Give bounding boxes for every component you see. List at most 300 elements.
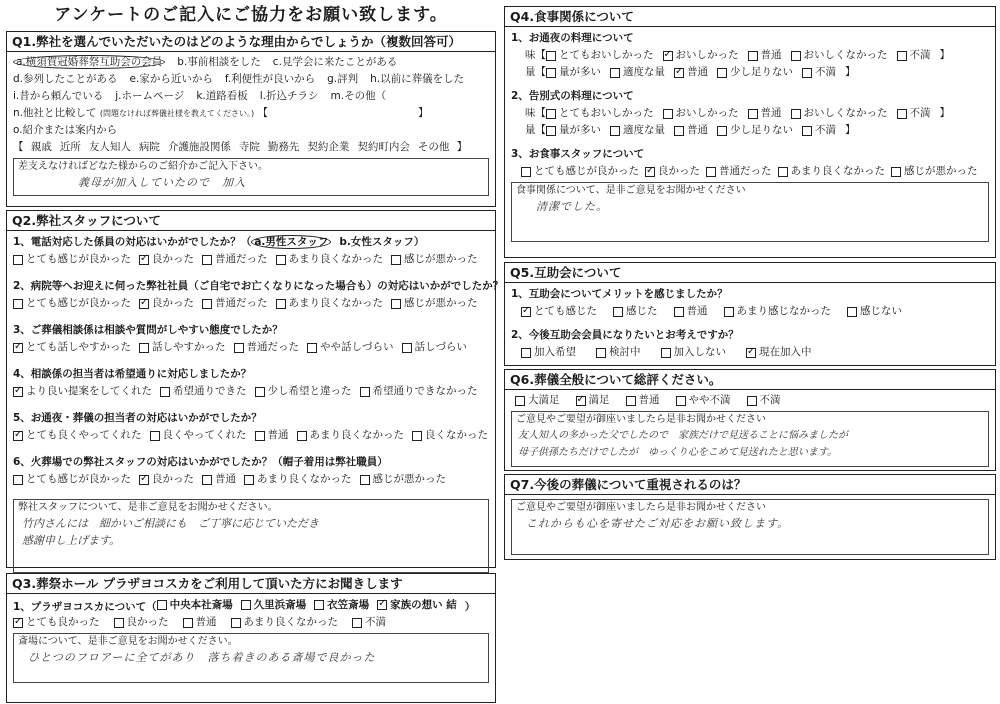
checkbox-option[interactable] [613,303,658,320]
checkbox-label: 普通だった [215,297,268,309]
q2-options [13,295,489,312]
checkbox-icon[interactable] [626,396,636,406]
checkbox-label: おいしくなかった [803,49,888,61]
q1-line-5[interactable]: o.紹介または案内から [13,124,118,136]
q3-comment-box[interactable] [13,633,489,683]
checkbox-label: 普通 [760,49,782,61]
checkbox-icon[interactable] [13,475,23,485]
checkbox-option[interactable] [402,339,468,356]
checkbox-option[interactable] [778,163,886,180]
q2-body [7,231,504,577]
checkbox-label: 現在加入中 [759,346,812,358]
checkbox-icon[interactable] [610,68,620,78]
checkbox-icon[interactable] [234,343,244,353]
checkbox-option[interactable] [202,251,268,268]
checkbox-label: 不満 [815,124,836,136]
checkbox-option[interactable] [139,295,194,312]
checkbox-option[interactable] [576,392,610,409]
checkbox-option[interactable] [546,47,654,64]
checked-box-icon[interactable] [576,396,586,406]
checkbox-option[interactable] [546,122,601,139]
checkbox-option[interactable] [202,471,236,488]
q5-sub1: 1、互助会についてメリットを感じましたか？ [511,288,728,300]
checkbox-label: 普通 [267,429,289,441]
checkbox-option[interactable] [13,471,131,488]
checkbox-option[interactable] [160,383,247,400]
checkbox-option[interactable] [546,105,654,122]
checkbox-option[interactable] [645,163,700,180]
q6-comment-box[interactable] [511,411,989,467]
checkbox-option[interactable] [139,251,194,268]
q4-qty-label: 量【 [525,66,546,78]
checked-box-icon[interactable] [13,343,23,353]
reason-option[interactable]: m.その他（ [330,90,387,102]
checkbox-label: 適度な量 [623,124,665,136]
checkbox-icon[interactable] [255,431,265,441]
checked-box-icon[interactable] [521,307,531,317]
checkbox-option[interactable] [747,392,781,409]
q4-sub2: 2、告別式の料理について [511,90,634,102]
checkbox-option[interactable] [724,303,832,320]
checkbox-icon[interactable] [778,167,788,177]
checkbox-option[interactable] [746,344,812,361]
checkbox-option[interactable] [13,427,142,444]
checkbox-icon[interactable] [183,618,193,628]
q2-options [13,251,489,268]
checkbox-label: 量が多い [559,124,601,136]
q1-compare-close: 】 [417,107,429,119]
checkbox-icon[interactable] [150,431,160,441]
q1-compare-note: (問題なければ葬儀社様を教えてください。) [99,109,255,118]
q2-question [13,321,489,339]
checkbox-option[interactable] [314,596,369,614]
checkbox-icon[interactable] [802,126,812,136]
checked-box-icon[interactable] [746,348,756,358]
q2-question-text: 3、ご葬儀相談係は相談や質問がしやすい態度でしたか？ [13,324,283,336]
checkbox-option[interactable] [114,614,169,631]
checkbox-label: おいしくなかった [803,107,888,119]
checkbox-label: 中央本社斎場 [169,599,233,611]
q4-sub1: 1、お通夜の料理について [511,32,634,44]
checkbox-label: 良かった [126,616,169,628]
checkbox-option[interactable] [674,122,708,139]
q1-heading: Q1.弊社を選んでいただいたのはどのような理由からでしょうか（複数回答可） [7,32,495,52]
checkbox-option[interactable] [297,427,405,444]
checkbox-label: 量が多い [559,66,601,78]
checkbox-option[interactable] [610,122,665,139]
checkbox-icon[interactable] [13,299,23,309]
checkbox-label: おいしかった [675,49,739,61]
q1-comment-handwriting: 義母が加入していたので 加入 [78,176,246,189]
checkbox-icon[interactable] [717,68,727,78]
checkbox-icon[interactable] [276,255,286,265]
checkbox-option[interactable] [157,596,233,614]
checked-box-icon[interactable] [13,431,23,441]
checkbox-label: 満足 [588,394,610,406]
checkbox-label: とても良かった [26,616,100,628]
checkbox-option[interactable] [13,251,131,268]
referral-option[interactable]: 近所 [59,141,81,153]
checkbox-option[interactable] [791,47,888,64]
checkbox-option[interactable] [717,64,793,81]
q5-sub2: 2、今後互助会会員になりたいとお考えですか？ [511,329,739,341]
reason-option[interactable]: k.道路看板 [196,90,248,102]
q7-body [505,495,995,559]
checkbox-label: 良かった [152,473,194,485]
checkbox-option[interactable] [202,295,268,312]
checkbox-label: 普通だった [246,341,299,353]
checkbox-icon[interactable] [202,255,212,265]
checkbox-icon[interactable] [613,307,623,317]
checkbox-option[interactable] [307,339,394,356]
checkbox-icon[interactable] [412,431,422,441]
referral-option[interactable]: その他 [417,141,450,153]
checkbox-label: 感じが悪かった [404,253,478,265]
checkbox-option[interactable] [596,344,641,361]
checkbox-label: 大満足 [528,394,560,406]
checkbox-label: あまり良くなかった [790,165,885,177]
checkbox-option[interactable] [748,105,782,122]
checkbox-icon[interactable] [255,387,265,397]
checkbox-icon[interactable] [791,51,801,61]
checkbox-icon[interactable] [676,396,686,406]
checkbox-icon[interactable] [521,348,531,358]
page-title: アンケートのご記入にご協力をお願い致します。 [54,5,448,25]
checkbox-option[interactable] [13,295,131,312]
reason-option[interactable]: f.利便性が良いから [224,73,316,85]
q6-options [511,392,989,409]
checkbox-icon[interactable] [391,255,401,265]
checkbox-label: あまり感じなかった [736,305,831,317]
checkbox-icon[interactable] [546,126,556,136]
left-column [6,0,504,664]
checkbox-label: 加入しない [673,346,726,358]
reason-option[interactable]: j.ホームページ [115,90,185,102]
checkbox-label: あまり良くなかった [257,473,352,485]
q4-bracket-close: 】 [845,66,856,78]
q4-bracket-close: 】 [939,107,950,119]
checkbox-icon[interactable] [661,348,671,358]
reason-option[interactable]: a.横須賀冠婚葬祭互助会の会員 [13,55,165,69]
checkbox-option[interactable] [663,105,739,122]
checkbox-option[interactable] [183,614,217,631]
checkbox-option[interactable] [515,392,560,409]
checkbox-option[interactable] [546,64,601,81]
q3-comment-handwriting: ひとつのフロアーに全てがあり 落ち着きのある斎場で良かった [28,651,376,664]
checkbox-icon[interactable] [297,431,307,441]
q5-section [504,262,996,366]
checkbox-option[interactable] [802,64,836,81]
checkbox-option[interactable] [360,383,478,400]
checkbox-icon[interactable] [241,600,251,610]
checkbox-option[interactable] [234,339,300,356]
checkbox-icon[interactable] [515,396,525,406]
checkbox-option[interactable] [244,471,352,488]
checkbox-icon[interactable] [802,68,812,78]
checkbox-option[interactable] [706,163,772,180]
checkbox-icon[interactable] [276,299,286,309]
checkbox-icon[interactable] [360,475,370,485]
q4-qty-label: 量【 [525,124,546,136]
referral-option[interactable]: 契約企業 [307,141,350,153]
checkbox-option[interactable] [521,163,639,180]
q5-body [505,283,995,363]
checkbox-icon[interactable] [391,299,401,309]
checkbox-icon[interactable] [546,51,556,61]
checkbox-option[interactable] [610,64,665,81]
checkbox-icon[interactable] [847,307,857,317]
q3-question [13,596,489,614]
q6-comment-label: ご意見やご要望が御座いましたら是非お聞かせください [516,414,766,425]
checkbox-option[interactable] [412,427,488,444]
q1-section [6,31,496,207]
checkbox-icon[interactable] [352,618,362,628]
checkbox-option[interactable] [663,47,739,64]
reason-option[interactable]: c.見学会に来たことがある [272,56,398,68]
checked-box-icon[interactable] [139,255,149,265]
checkbox-label: とても良くやってくれた [26,429,142,441]
checkbox-option[interactable] [276,295,384,312]
q1-line-4 [13,105,489,122]
checkbox-label: とてもおいしかった [559,49,654,61]
q6-comment-handwriting-1: 友人知人の多かった父でしたので 家族だけで見送ることに悩みましたが [518,430,848,441]
checkbox-option[interactable] [139,339,226,356]
q2-female-staff-option[interactable]: b.女性スタッフ） [339,236,425,248]
checkbox-option[interactable] [674,303,708,320]
checkbox-option[interactable] [231,614,339,631]
q4-bracket-close: 】 [845,124,856,136]
checkbox-icon[interactable] [13,255,23,265]
checkbox-label: 感じが悪かった [372,473,446,485]
checkbox-option[interactable] [13,614,100,631]
q4-sub2-qty [511,122,989,139]
q4-section [504,6,996,258]
checkbox-label: 不満 [815,66,836,78]
q1-comment-box[interactable] [13,158,489,196]
reason-option[interactable]: i.昔から頼んでいる [13,90,104,102]
checkbox-option[interactable] [391,295,478,312]
checkbox-option[interactable] [352,614,386,631]
checkbox-icon[interactable] [791,109,801,119]
q4-comment-label: 食事関係について、是非ご意見をお聞かせください [516,185,746,196]
referral-option[interactable]: 病院 [138,141,160,153]
checkbox-icon[interactable] [724,307,734,317]
checkbox-option[interactable] [676,392,731,409]
checkbox-label: 感じた [626,305,658,317]
checkbox-icon[interactable] [610,126,620,136]
checkbox-icon[interactable] [114,618,124,628]
checkbox-option[interactable] [360,471,447,488]
q2-comment-box[interactable] [13,499,489,573]
checkbox-icon[interactable] [360,387,370,397]
q6-comment-handwriting-2: 母子供孫たちだけでしたが ゆっくり心をこめて見送れたと思います。 [518,447,838,458]
checkbox-option[interactable] [847,303,902,320]
reason-option[interactable]: b.事前相談をした [177,56,261,68]
q4-sub3: 3、お食事スタッフについて [511,148,645,160]
q3-options [13,614,489,631]
q3-section [6,573,496,703]
q1-compare-open: 【 [257,107,268,119]
checkbox-option[interactable] [897,47,931,64]
q4-taste-label: 味【 [525,49,546,61]
checkbox-option[interactable] [717,122,793,139]
checkbox-icon[interactable] [307,343,317,353]
q2-question [13,277,504,295]
checkbox-label: 普通 [687,66,708,78]
checkbox-icon[interactable] [897,51,907,61]
checkbox-icon[interactable] [402,343,412,353]
checkbox-label: 良かった [658,165,700,177]
q2-options [13,339,489,356]
checkbox-label: おいしかった [675,107,739,119]
checkbox-option[interactable] [391,251,478,268]
checkbox-option[interactable] [791,105,888,122]
checkbox-option[interactable] [377,596,457,614]
q4-sub2-taste [511,105,989,122]
referral-option[interactable]: 親戚 [30,141,52,153]
checked-box-icon[interactable] [674,68,684,78]
checked-box-icon[interactable] [377,600,387,610]
checkbox-icon[interactable] [202,475,212,485]
checkbox-icon[interactable] [139,343,149,353]
checkbox-icon[interactable] [717,126,727,136]
q7-comment-box[interactable] [511,499,989,555]
checkbox-label: 普通 [215,473,236,485]
q5-sub1-options [511,303,989,320]
q3-question-text: 1、プラザヨコスカについて（ [13,601,157,613]
q5-heading: Q5.互助会について [505,263,995,283]
q4-sub3-options [511,163,989,180]
checkbox-option[interactable] [891,163,978,180]
checkbox-icon[interactable] [747,396,757,406]
checkbox-option[interactable] [521,344,576,361]
checkbox-option[interactable] [748,47,782,64]
checkbox-option[interactable] [521,303,597,320]
checkbox-option[interactable] [150,427,247,444]
checkbox-option[interactable] [674,64,708,81]
checkbox-option[interactable] [802,122,836,139]
checkbox-label: 話しづらい [414,341,467,353]
checkbox-label: 適度な量 [623,66,665,78]
checkbox-label: 少し足りない [730,124,793,136]
checkbox-icon[interactable] [314,600,324,610]
checkbox-option[interactable] [255,427,289,444]
q4-body [505,27,995,246]
checkbox-icon[interactable] [706,167,716,177]
checkbox-icon[interactable] [521,167,531,177]
checked-box-icon[interactable] [139,475,149,485]
checkbox-option[interactable] [13,339,131,356]
checkbox-icon[interactable] [748,109,758,119]
q2-heading: Q2.弊社スタッフについて [7,211,495,231]
checkbox-label: 良くなかった [425,429,488,441]
checkbox-icon[interactable] [596,348,606,358]
referral-option[interactable]: 寺院 [238,141,260,153]
q7-comment-label: ご意見やご要望が御座いましたら是非お聞かせください [516,502,766,513]
checkbox-label: 衣笠斎場 [327,599,370,611]
q2-question-text: 2、病院等へお迎えに伺った弊社社員（ご自宅でお亡くなりになった場合も）の対応はいかがでしたか？ [13,280,504,292]
referral-option[interactable]: 契約町内会 [357,141,410,153]
checkbox-label: 感じが悪かった [404,297,478,309]
checkbox-label: 普通 [687,124,708,136]
checkbox-icon[interactable] [891,167,901,177]
checkbox-icon[interactable] [546,109,556,119]
checkbox-option[interactable] [661,344,727,361]
checkbox-icon[interactable] [674,307,684,317]
reason-option[interactable]: h.以前に葬儀をした [370,73,465,85]
referral-option[interactable]: 介護施設関係 [167,141,231,153]
checkbox-icon[interactable] [674,126,684,136]
checkbox-option[interactable] [13,383,152,400]
checked-box-icon[interactable] [645,167,655,177]
referral-option[interactable]: 友人知人 [88,141,131,153]
checkbox-option[interactable] [255,383,352,400]
q7-heading: Q7.今後の葬儀について重視されるのは？ [505,475,995,495]
q2-options [13,383,489,400]
checked-box-icon[interactable] [13,387,23,397]
checkbox-option[interactable] [241,596,307,614]
checkbox-label: とても感じが良かった [26,253,131,265]
checkbox-label: とても感じが良かった [534,165,639,177]
q6-section [504,369,996,471]
checked-box-icon[interactable] [663,51,673,61]
q4-comment-box[interactable] [511,182,989,242]
checkbox-label: やや不満 [688,394,731,406]
checkbox-label: 希望通りできた [173,385,247,397]
referral-option[interactable]: 勤務先 [267,141,300,153]
checkbox-option[interactable] [139,471,194,488]
checkbox-icon[interactable] [160,387,170,397]
checkbox-icon[interactable] [231,618,241,628]
checkbox-label: とても話しやすかった [26,341,131,353]
q2-question-text: 4、相談係の担当者は希望通りに対応しましたか？ [13,368,252,380]
checkbox-option[interactable] [897,105,931,122]
checkbox-icon[interactable] [546,68,556,78]
checkbox-label: あまり良くなかった [243,616,338,628]
checkbox-label: 普通だった [719,165,772,177]
q2-male-staff-option[interactable]: a.男性スタッフ [251,235,331,249]
reason-option[interactable]: e.家から近いから [129,73,213,85]
checkbox-icon[interactable] [244,475,254,485]
q1-line-3 [13,88,489,105]
checkbox-label: とても感じが良かった [26,473,131,485]
checkbox-label: 良くやってくれた [162,429,247,441]
reason-option[interactable]: l.折込チラシ [259,90,319,102]
checkbox-icon[interactable] [748,51,758,61]
checkbox-label: 希望通りできなかった [372,385,478,397]
checkbox-option[interactable] [626,392,660,409]
q1-compare-label[interactable]: n.他社と比較して [13,107,97,119]
checkbox-label: 感じない [860,305,902,317]
q2-question [13,409,489,427]
checkbox-icon[interactable] [202,299,212,309]
checkbox-label: とてもおいしかった [559,107,654,119]
checkbox-label: 不満 [909,49,931,61]
checked-box-icon[interactable] [139,299,149,309]
reason-option[interactable]: d.参列したことがある [13,73,118,85]
checkbox-icon[interactable] [663,109,673,119]
checkbox-icon[interactable] [157,600,167,610]
checkbox-label: 普通だった [215,253,268,265]
checked-box-icon[interactable] [13,618,23,628]
q4-sub1-qty [511,64,989,81]
checkbox-icon[interactable] [897,109,907,119]
q1-comment-label: 差支えなければどなた様からのご紹介かご記入下さい。 [18,161,268,172]
checkbox-label: あまり良くなかった [288,253,383,265]
q1-referral-line [13,139,489,156]
reason-option[interactable]: g.評判 [327,73,359,85]
checkbox-option[interactable] [276,251,384,268]
